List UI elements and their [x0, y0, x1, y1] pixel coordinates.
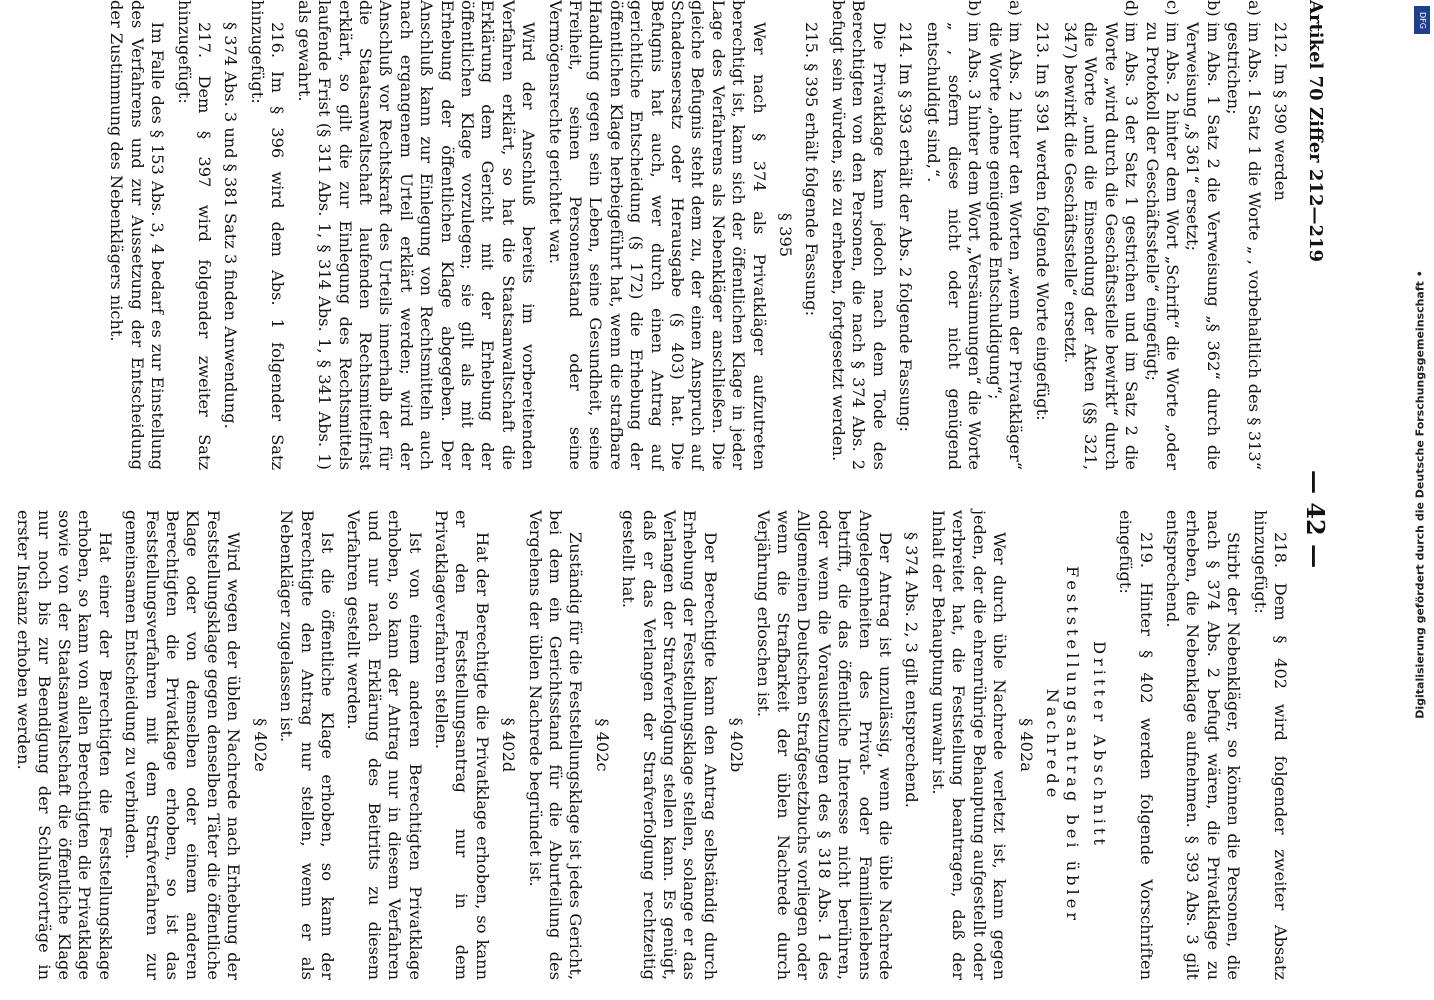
rotated-page — [14, 0, 1340, 1000]
item-212d: im Abs. 3 der Satz 1 gestrichen und im Satz 2 die Worte „wird durch die Geschäftsstelle bewirkt“ durch die Worte „und die Einsendung der Akten (§§ 321, 347) bewirkt die Geschäftsstelle“ ersetzt. — [1060, 22, 1142, 470]
section-402c-heading: § 402c — [592, 718, 612, 772]
item-217: 217. Dem § 397 wird folgender zweiter Satz hinzugefügt: — [174, 0, 215, 470]
item-213b: im Abs. 3 hinter dem Wort „Versäumungen“ die Worte „ , sofern diese nicht oder nicht genügend entschuldigt sind,“. — [924, 22, 985, 470]
item-label: a) — [1244, 0, 1264, 16]
right-column — [7, 510, 1290, 980]
section-heading: Dritter Abschnitt — [1089, 641, 1109, 849]
section-402e-para-1: Wird wegen der üblen Nachrede nach Erhebung der Feststellungsklage gegen denselben Täter die öffentliche Klage oder von demselben oder einem anderen Berechtigten die Privatklage erhoben, so ist das Feststellungsverfahren mit dem Strafverfahren zur gemeinsamen Entscheidung zu verbinden. — [122, 510, 244, 980]
item-218: 218. Dem § 402 wird folgender zweiter Absatz hinzugefügt: — [1250, 510, 1290, 980]
item-label: d) — [1122, 0, 1142, 17]
funding-note — [1410, 8, 1430, 992]
item-216: 216. Im § 396 wird dem Abs. 1 folgender Satz hinzugefügt: — [247, 0, 288, 470]
item-219: 219. Hinter § 402 werden folgende Vorschriften eingefügt: — [1116, 510, 1156, 980]
section-402c-para-1: Zuständig für die Feststellungsklage ist jedes Gericht, bei dem ein Gerichtsstand für die Aburteilung des Vergehens der üblen Nachrede begründet ist. — [525, 510, 586, 980]
page-header — [1292, 0, 1332, 1000]
section-402a-para-1: Wer durch üble Nachrede verletzt ist, kann gegen jeden, der die ehrenrührige Behauptung aufgestellt oder verbreitet hat, die Feststellung beantragen, daß der Inhalt der Behauptung unwahr ist. — [928, 510, 1010, 980]
section-395-heading: § 395 — [776, 212, 796, 258]
section-402d-heading: § 402d — [499, 717, 519, 773]
section-402b-para-1: Der Berechtigte kann den Antrag selbständig durch Erhebung der Feststellungsklage stellen, solange er das Verlangen der Strafverfolgung stellen kann. Es genügt, daß er das Verlangen der Strafverfolgung rechtzeitig gestellt hat. — [619, 510, 720, 980]
section-402e-para-2: Hat einer der Berechtigten die Feststellungsklage erhoben, so kann von allen Berechtigten die Privatklage sowie von der Staatsanwaltschaft die öffentliche Klage nur noch bis zur Beendigung der Schlußvorträge in erster Instanz erhoben werden. — [14, 510, 115, 980]
section-title: Feststellungsantrag bei übler Nachrede — [1042, 565, 1083, 925]
dfg-logo: DFG — [1414, 6, 1430, 34]
item-212a: im Abs. 1 Satz 1 die Worte „ , vorbehaltlich des § 313“ gestrichen; — [1224, 22, 1264, 470]
article-heading: Artikel 70 Ziffer 212—219 — [1305, 0, 1326, 263]
page-number: — 42 — — [1301, 470, 1330, 569]
item-212c: im Abs. 2 hinter dem Wort „Schrift“ die Worte „oder zu Protokoll der Geschäftsstelle“ eingefügt; — [1142, 22, 1182, 470]
item-212b: im Abs. 1 Satz 2 die Verweisung „§ 362“ durch die Verweisung „§ 361“ ersetzt; — [1183, 22, 1223, 470]
item-212: 212. Im § 390 werden — [1271, 22, 1290, 201]
item-215: 215. § 395 erhält folgende Fassung: — [802, 22, 822, 317]
funding-note-text: Digitalisierung gefördert durch die Deutsche Forschungsgemeinschaft • — [1413, 270, 1427, 719]
section-402d-para-2: Ist von einem anderen Berechtigten Privatklage erhoben, so kann der Antrag nur in diesem Verfahren und nur nach Erklärung des Beitritts zu diesem Verfahren gestellt werden. — [344, 510, 425, 980]
item-214-text: Die Privatklage kann jedoch nach dem Tode des Berechtigten von den Personen, die nach § 374 Abs. 2 befugt sein würden, sie zu erheben, fortgesetzt werden. — [828, 0, 889, 470]
item-218-text: Stirbt der Nebenkläger, so können die Personen, die nach § 374 Abs. 2 befugt wären, die Privatklage zu erheben, die Nebenklage aufnehmen. § 393 Abs. 3 gilt entsprechend. — [1162, 510, 1244, 980]
item-label: b) — [1203, 0, 1223, 17]
item-214: 214. Im § 393 erhält der Abs. 2 folgende Fassung: — [896, 22, 916, 432]
section-402b-heading: § 402b — [727, 717, 747, 773]
item-216-text: § 374 Abs. 3 und § 381 Satz 3 finden Anwendung. — [221, 22, 241, 429]
section-395-para-2: Wird der Anschluß bereits im vorbereitenden Verfahren erklärt, so hat die Staatsanwaltschaft die Erklärung dem Gericht mit der Erhebung der öffentlichen Klage vorzulegen; sie gilt als mit der Erhebung der öffentlichen Klage abgegeben. Der Anschluß kann zur Einlegung von Rechtsmitteln auch nach ergangenem Urteil erklärt werden; wird der Anschluß vor Rechtskraft des Urteils innerhalb der für die Staatsanwaltschaft laufenden Rechtsmittelfrist erklärt, so gilt die zur Einlegung des Rechtsmittels laufende Frist (§ 311 Abs. 1, § 314 Abs. 1, § 341 Abs. 1) als gewahrt. — [294, 0, 539, 470]
item-label: a) — [1006, 0, 1026, 16]
item-217-text: Im Falle des § 153 Abs. 3, 4 bedarf es zur Einstellung des Verfahrens und zur Aussetzung der Entscheidung der Zustimmung des Nebenklägers nicht. — [107, 0, 168, 470]
section-395-para-1: Wer nach § 374 als Privatkläger aufzutreten berechtigt ist, kann sich der öffentlichen Klage in jeder Lage des Verfahrens als Nebenkläger anschließen. Die gleiche Befugnis steht dem zu, der einen Anspruch auf Schadensersatz oder Herausgabe (§ 403) hat. Die Befugnis hat auch, wer durch einen Antrag auf gerichtliche Entscheidung (§ 172) die Erhebung der öffentlichen Klage herbeigeführt hat, wenn die strafbare Handlung gegen sein Leben, seine Gesundheit, seine Freiheit, seinen Personenstand oder seine Vermögensrechte gerichtet war. — [545, 0, 769, 470]
left-column — [100, 0, 1290, 470]
item-label: b) — [965, 0, 985, 17]
item-label: c) — [1162, 0, 1182, 16]
item-213a: im Abs. 2 hinter den Worten „wenn der Privatkläger“ die Worte „ohne genügende Entschuldigung“; — [985, 22, 1026, 470]
item-213: 213. Im § 391 werden folgende Worte eingefügt: — [1032, 22, 1052, 421]
section-402a-para-3: Der Antrag ist unzulässig, wenn die üble Nachrede Angelegenheiten des Privat- oder Familienlebens betrifft, die das öffentliche Interesse nicht berühren, oder wenn die Voraussetzungen des § 318 Abs. 1 des Allgemeinen Deutschen Strafgesetzbuchs vorliegen oder wenn die Strafbarkeit der üblen Nachrede durch Verjährung erloschen ist. — [753, 510, 896, 980]
section-402d-para-1: Hat der Berechtigte die Privatklage erhoben, so kann er den Feststellungsantrag nur in dem Privatklageverfahren stellen. — [431, 510, 492, 980]
section-402a-heading: § 402a — [1016, 718, 1036, 772]
section-402d-para-3: Ist die öffentliche Klage erhoben, so kann der Berechtigte den Antrag nur stellen, wenn er als Nebenkläger zugelassen ist. — [277, 510, 337, 980]
section-402e-heading: § 402e — [250, 718, 270, 772]
section-402a-para-2: § 374 Abs. 2, 3 gilt entsprechend. — [902, 532, 922, 808]
